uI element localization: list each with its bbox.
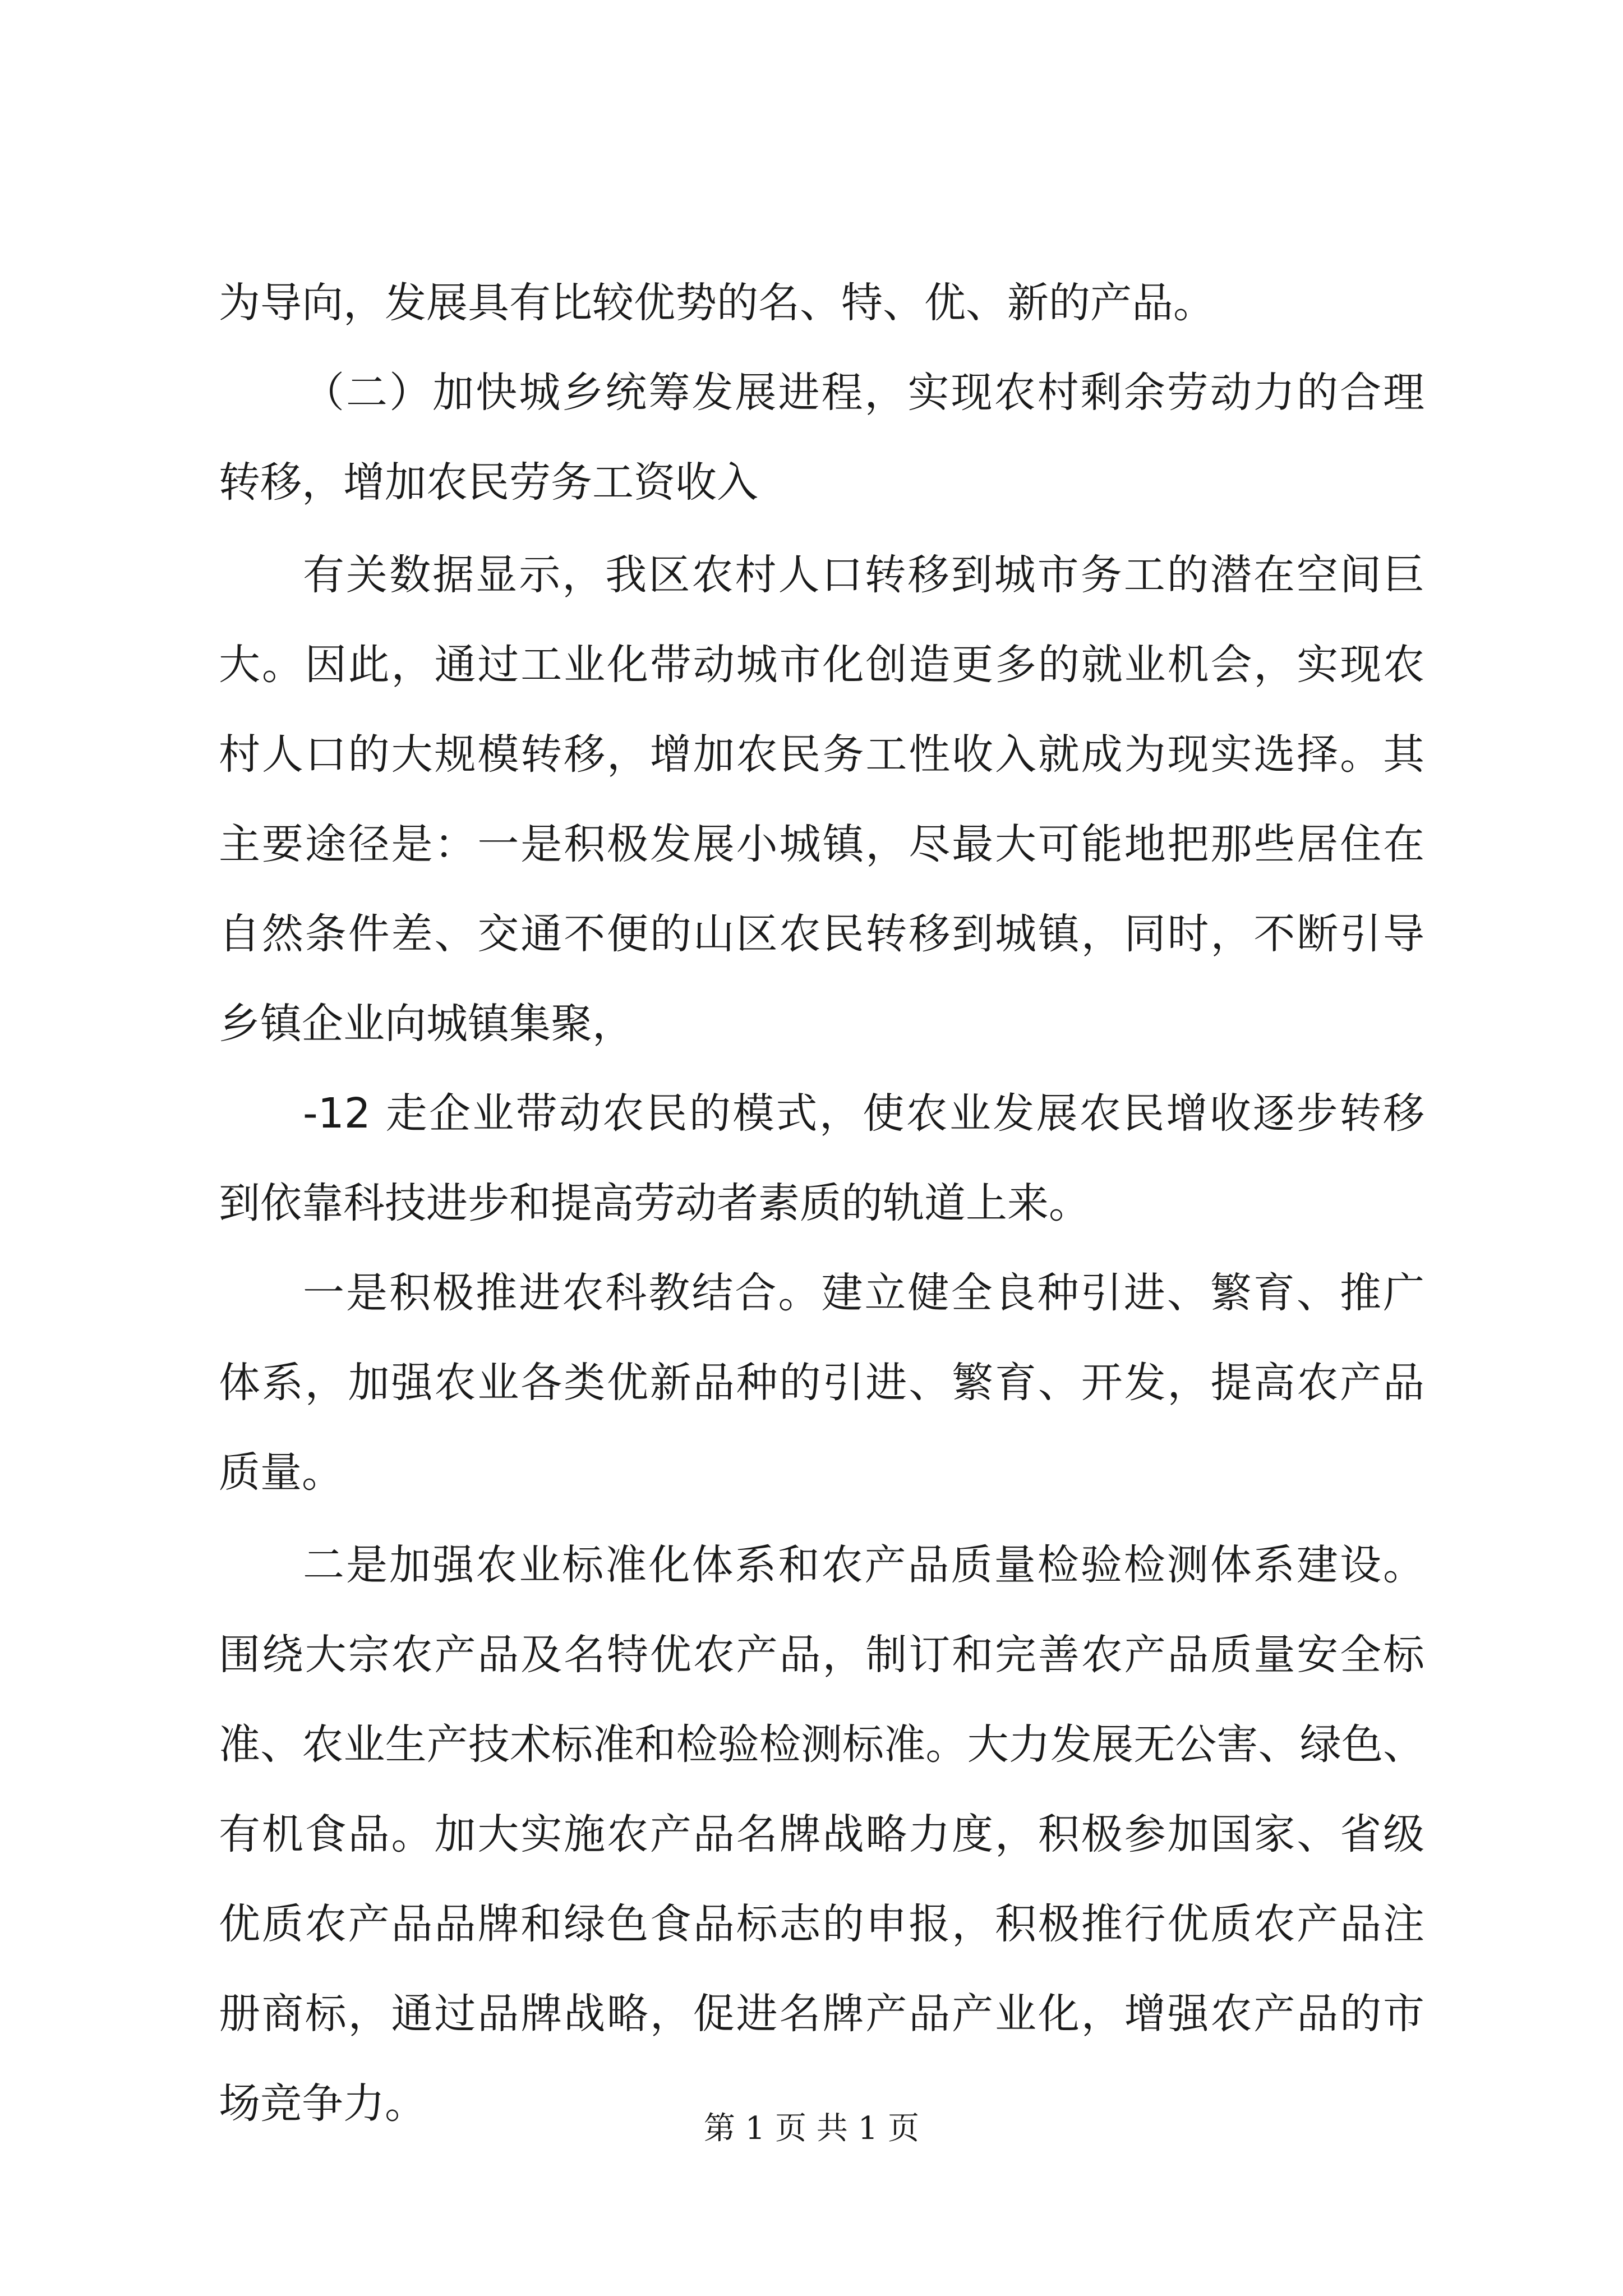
section-heading-line: 转移，增加农民劳务工资收入 — [219, 458, 758, 507]
text-line: 自然条件差、交通不便的山区农民转移到城镇，同时，不断引导 — [219, 910, 1424, 958]
page-number-footer: 第 1 页 共 1 页 — [703, 2110, 920, 2147]
text-line: 准、农业生产技术标准和检验检测标准。大力发展无公害、绿色、 — [219, 1720, 1424, 1769]
text-line: 大。因此，通过工业化带动城市化创造更多的就业机会，实现农 — [219, 641, 1424, 689]
section-heading-line: （二）加快城乡统筹发展进程，实现农村剩余劳动力的合理 — [303, 369, 1424, 417]
text-line: 有关数据显示，我区农村人口转移到城市务工的潜在空间巨 — [303, 551, 1424, 599]
text-line: 一是积极推进农科教结合。建立健全良种引进、繁育、推广 — [303, 1269, 1424, 1317]
text-line: 册商标，通过品牌战略，促进名牌产品产业化，增强农产品的市 — [219, 1990, 1424, 2038]
text-line: 到依靠科技进步和提高劳动者素质的轨道上来。 — [219, 1179, 1090, 1227]
text-line: 二是加强农业标准化体系和农产品质量检验检测体系建设。 — [303, 1541, 1424, 1589]
text-line: 场竞争力。 — [219, 2079, 426, 2128]
text-line: 为导向，发展具有比较优势的名、特、优、新的产品。 — [219, 279, 1215, 327]
text-line: 优质农产品品牌和绿色食品标志的申报，积极推行优质农产品注 — [219, 1900, 1424, 1948]
text-line: -12 走企业带动农民的模式，使农业发展农民增收逐步转移 — [303, 1089, 1424, 1138]
text-line: 主要途径是：一是积极发展小城镇，尽最大可能地把那些居住在 — [219, 820, 1424, 868]
text-line: 质量。 — [219, 1448, 343, 1497]
text-line: 村人口的大规模转移，增加农民务工性收入就成为现实选择。其 — [219, 730, 1424, 779]
text-line: 体系，加强农业各类优新品种的引进、繁育、开发，提高农产品 — [219, 1359, 1424, 1407]
text-line: 有机食品。加大实施农产品名牌战略力度，积极参加国家、省级 — [219, 1810, 1424, 1858]
text-line: 围绕大宗农产品及名特优农产品，制订和完善农产品质量安全标 — [219, 1631, 1424, 1679]
text-line: 乡镇企业向城镇集聚， — [219, 1000, 634, 1048]
